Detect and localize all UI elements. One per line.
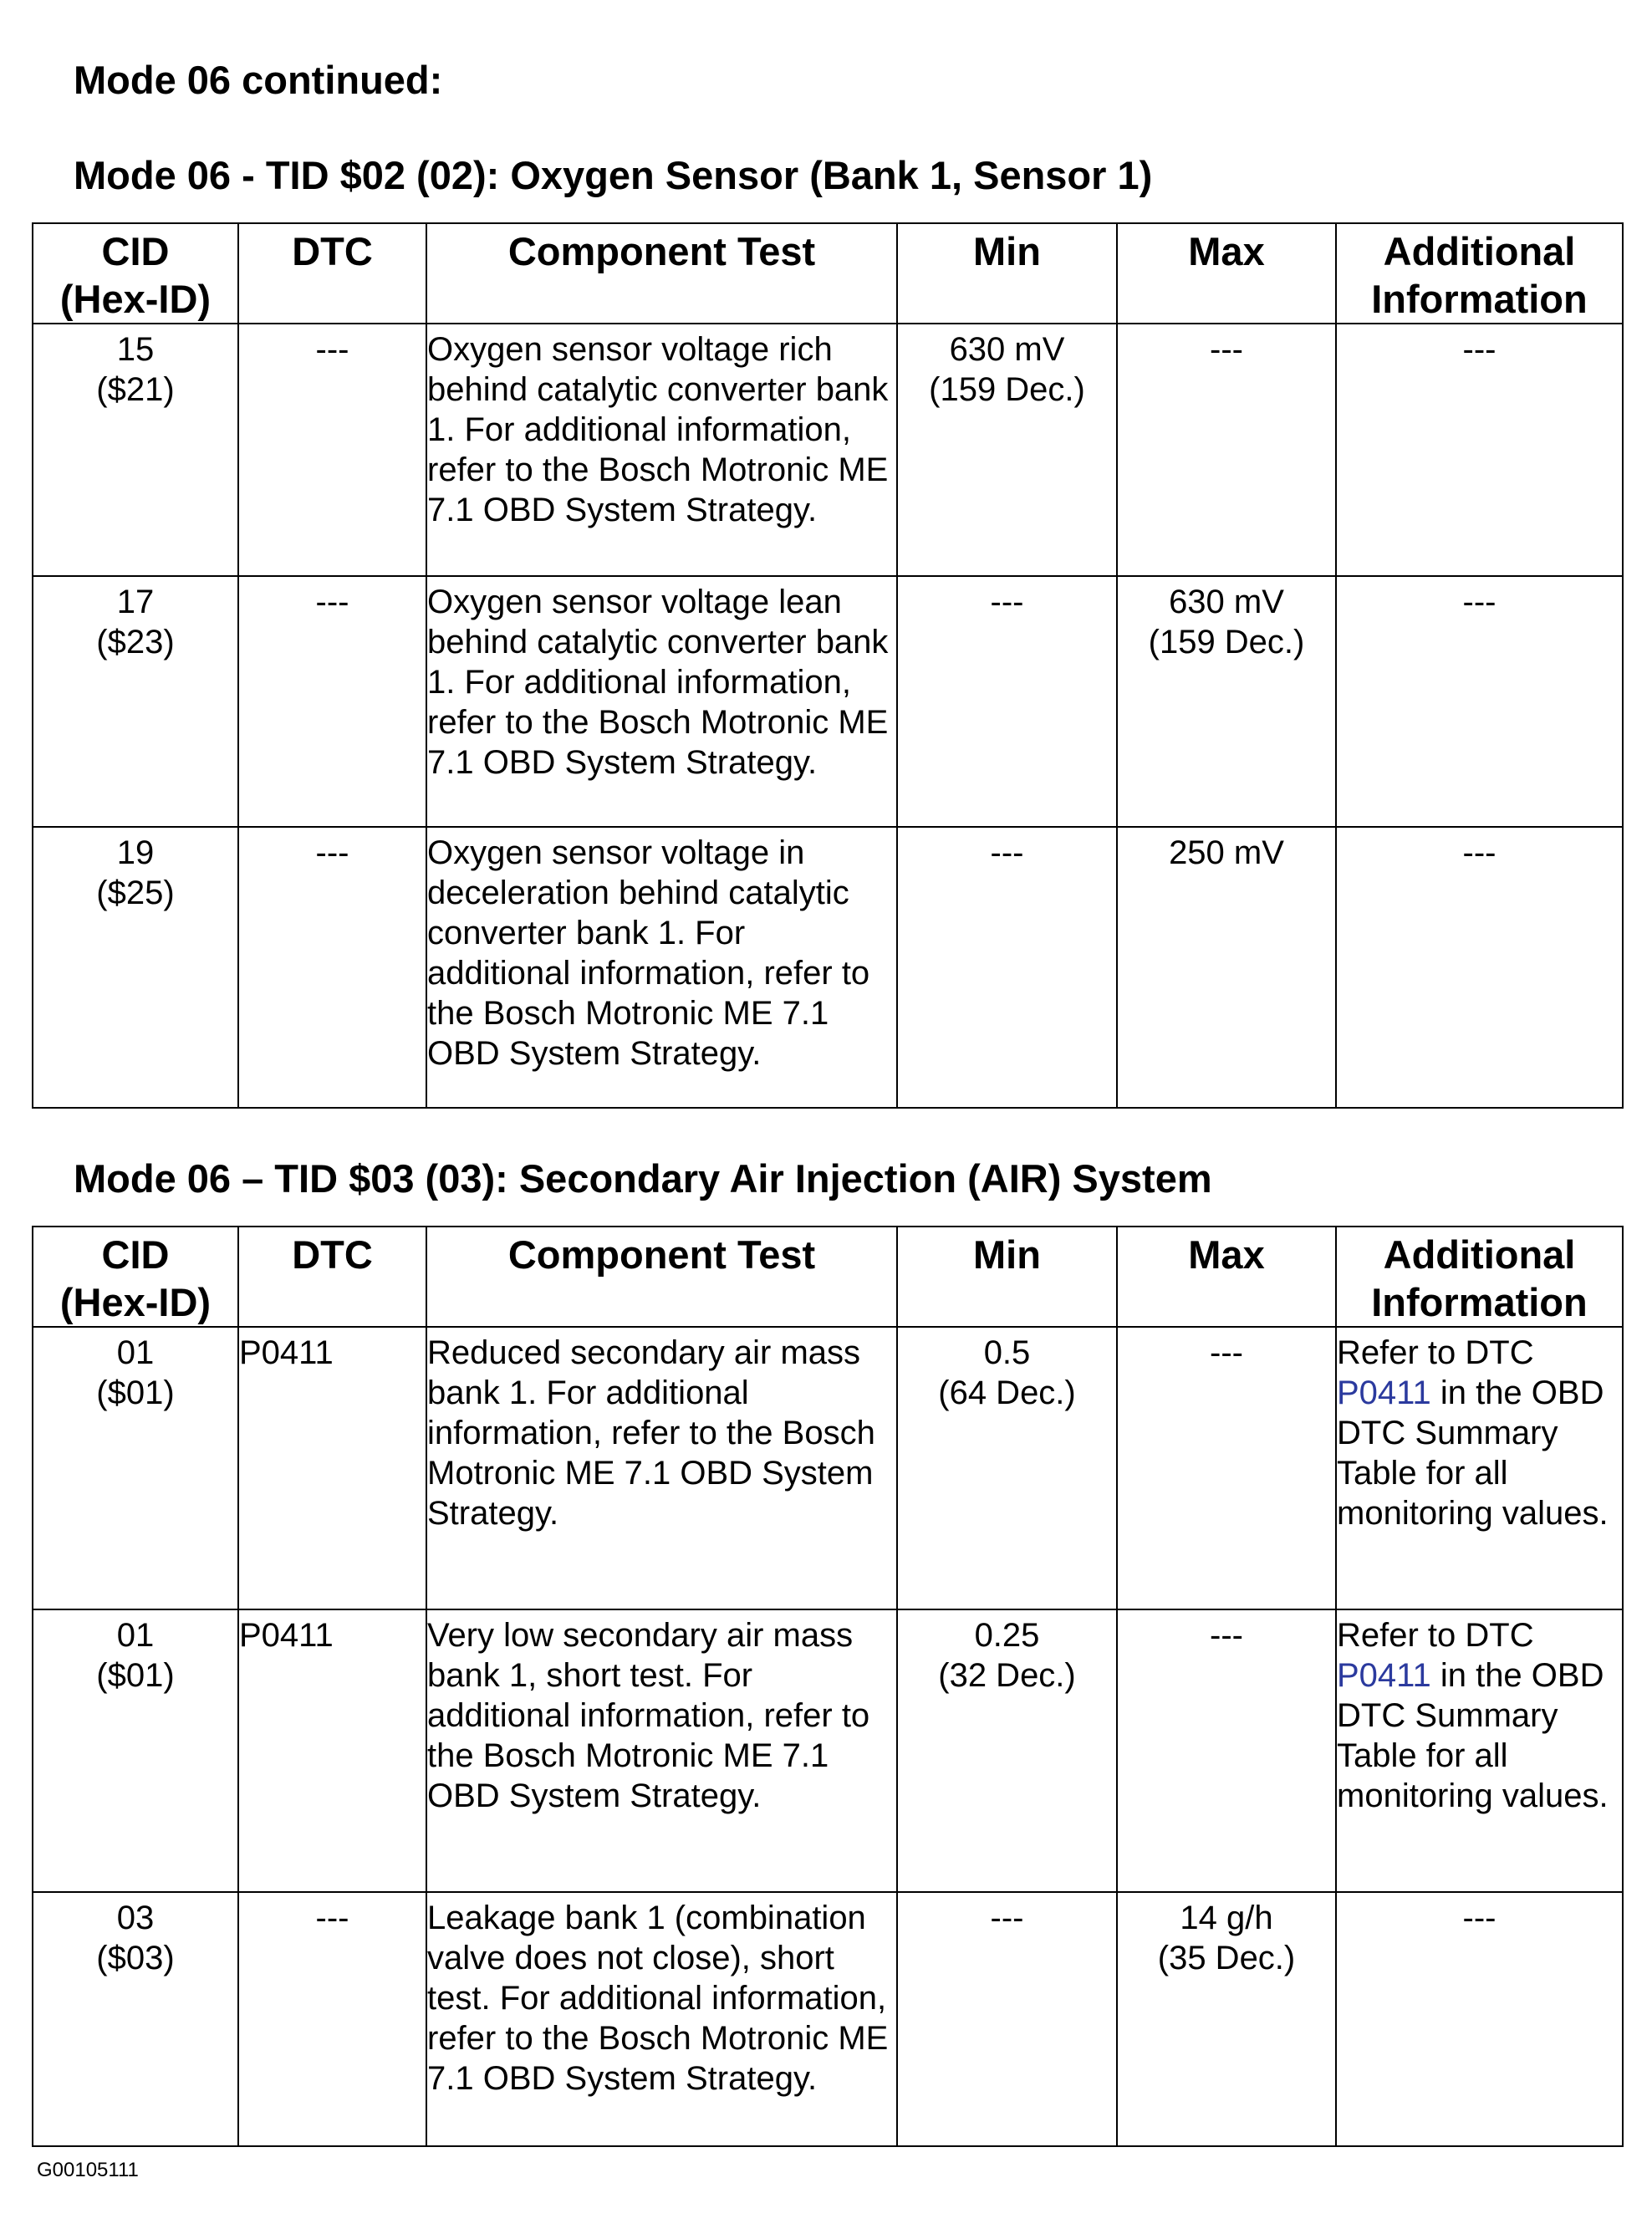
column-header-information-label: Information: [1371, 1280, 1588, 1324]
column-header-hexid-label: (Hex-ID): [59, 1280, 212, 1324]
column-header-dtc: DTC: [238, 223, 426, 324]
dtc-link-p0411[interactable]: P0411: [1337, 1375, 1431, 1411]
column-header-max: Max: [1117, 223, 1336, 324]
min-value: ---: [990, 1900, 1024, 1936]
cid-cell: [33, 576, 238, 827]
cid-cell: [33, 1892, 238, 2146]
table-row: [33, 1892, 1623, 2146]
tid-03-table: [32, 1226, 1624, 2147]
figure-code: G00105111: [37, 2159, 139, 2181]
component-test-cell: Oxygen sensor voltage lean behind catalytic converter bank 1. For additional information, refer to the Bosch Motronic ME 7.1 OBD System Strategy.: [426, 576, 897, 827]
dtc-cell: ---: [238, 1892, 426, 2146]
cid-cell: [33, 1609, 238, 1892]
hex-id-value: ($21): [96, 371, 175, 408]
column-header-max: Max: [1117, 1227, 1336, 1327]
dtc-link-p0411[interactable]: P0411: [1337, 1657, 1431, 1694]
max-cell: [1117, 576, 1336, 827]
column-header-component-test: Component Test: [426, 1227, 897, 1327]
min-value: ---: [990, 834, 1024, 871]
info-prefix: Refer to DTC: [1337, 1334, 1534, 1371]
max-cell: [1117, 324, 1336, 576]
min-value: 630 mV: [949, 331, 1065, 368]
min-decimal: (159 Dec.): [929, 371, 1085, 408]
additional-info-cell: ---: [1336, 1892, 1623, 2146]
additional-info-cell: [1336, 1609, 1623, 1892]
column-header-min: Min: [897, 1227, 1117, 1327]
min-cell: [897, 1327, 1117, 1609]
column-header-dtc: DTC: [238, 1227, 426, 1327]
max-decimal: (35 Dec.): [1157, 1940, 1296, 1976]
max-value: ---: [1210, 331, 1243, 368]
section-title-tid-03: Mode 06 – TID $03 (03): Secondary Air Injection (AIR) System: [74, 1156, 1212, 1201]
dtc-cell: ---: [238, 576, 426, 827]
min-value: ---: [990, 584, 1024, 620]
table-header-row: [33, 1227, 1623, 1327]
min-cell: [897, 827, 1117, 1108]
min-value: 0.25: [974, 1617, 1040, 1654]
hex-id-value: ($01): [96, 1375, 175, 1411]
column-header-cid: [33, 223, 238, 324]
dtc-cell: P0411: [238, 1609, 426, 1892]
column-header-component-test: Component Test: [426, 223, 897, 324]
additional-info-cell: ---: [1336, 576, 1623, 827]
table-row: [33, 1609, 1623, 1892]
column-header-additional-label: Additional: [1383, 229, 1576, 273]
table-row: [33, 324, 1623, 576]
additional-info-cell: ---: [1336, 324, 1623, 576]
dtc-cell: ---: [238, 324, 426, 576]
min-cell: [897, 1892, 1117, 2146]
table-row: [33, 576, 1623, 827]
info-suffix: in the OBD DTC Summary Table for all monitoring values.: [1337, 1657, 1609, 1814]
info-suffix: in the OBD DTC Summary Table for all monitoring values.: [1337, 1375, 1609, 1532]
column-header-cid-label: CID: [101, 229, 170, 273]
max-cell: [1117, 1327, 1336, 1609]
cid-cell: [33, 827, 238, 1108]
cid-value: 15: [116, 331, 155, 368]
column-header-additional-information: [1336, 223, 1623, 324]
max-cell: [1117, 1609, 1336, 1892]
dtc-cell: P0411: [238, 1327, 426, 1609]
min-decimal: (32 Dec.): [938, 1657, 1076, 1694]
section-title-tid-02: Mode 06 - TID $02 (02): Oxygen Sensor (Bank 1, Sensor 1): [74, 153, 1153, 197]
cid-value: 01: [116, 1617, 155, 1654]
max-value: 630 mV: [1169, 584, 1284, 620]
max-value: ---: [1210, 1617, 1243, 1654]
cid-value: 19: [116, 834, 155, 871]
table-row: [33, 1327, 1623, 1609]
max-cell: [1117, 827, 1336, 1108]
tid-02-table: [32, 222, 1624, 1109]
max-cell: [1117, 1892, 1336, 2146]
table-header-row: [33, 223, 1623, 324]
hex-id-value: ($01): [96, 1657, 175, 1694]
hex-id-value: ($03): [96, 1940, 175, 1976]
column-header-additional-information: [1336, 1227, 1623, 1327]
additional-info-cell: [1336, 1327, 1623, 1609]
max-decimal: (159 Dec.): [1148, 624, 1305, 660]
column-header-information-label: Information: [1371, 277, 1588, 321]
min-cell: [897, 324, 1117, 576]
min-cell: [897, 1609, 1117, 1892]
component-test-cell: Very low secondary air mass bank 1, short test. For additional information, refer to the Bosch Motronic ME 7.1 OBD System Strategy.: [426, 1609, 897, 1892]
cid-value: 01: [116, 1334, 155, 1371]
additional-info-cell: ---: [1336, 827, 1623, 1108]
cid-value: 17: [116, 584, 155, 620]
cid-cell: [33, 1327, 238, 1609]
max-value: ---: [1210, 1334, 1243, 1371]
table-row: [33, 827, 1623, 1108]
min-decimal: (64 Dec.): [938, 1375, 1076, 1411]
max-value: 14 g/h: [1180, 1900, 1273, 1936]
cid-cell: [33, 324, 238, 576]
hex-id-value: ($25): [96, 875, 175, 911]
info-prefix: Refer to DTC: [1337, 1617, 1534, 1654]
page-title: Mode 06 continued:: [74, 58, 443, 102]
cid-value: 03: [116, 1900, 155, 1936]
column-header-cid-label: CID: [101, 1232, 170, 1277]
min-value: 0.5: [983, 1334, 1031, 1371]
column-header-hexid-label: (Hex-ID): [59, 277, 212, 321]
hex-id-value: ($23): [96, 624, 175, 660]
component-test-cell: Oxygen sensor voltage in deceleration behind catalytic converter bank 1. For additional information, refer to the Bosch Motronic ME 7.1 OBD System Strategy.: [426, 827, 897, 1108]
min-cell: [897, 576, 1117, 827]
component-test-cell: Leakage bank 1 (combination valve does not close), short test. For additional information, refer to the Bosch Motronic ME 7.1 OBD System Strategy.: [426, 1892, 897, 2146]
column-header-cid: [33, 1227, 238, 1327]
component-test-cell: Oxygen sensor voltage rich behind catalytic converter bank 1. For additional information, refer to the Bosch Motronic ME 7.1 OBD System Strategy.: [426, 324, 897, 576]
column-header-min: Min: [897, 223, 1117, 324]
max-value: 250 mV: [1169, 834, 1284, 871]
component-test-cell: Reduced secondary air mass bank 1. For additional information, refer to the Bosch Motronic ME 7.1 OBD System Strategy.: [426, 1327, 897, 1609]
column-header-additional-label: Additional: [1383, 1232, 1576, 1277]
dtc-cell: ---: [238, 827, 426, 1108]
